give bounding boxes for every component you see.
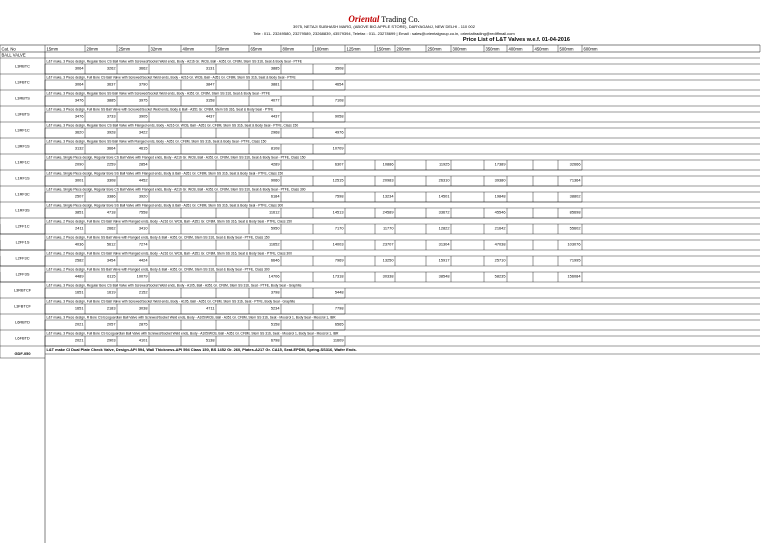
cat-no: L3RF1C	[15, 127, 30, 133]
price-cell: 2057	[106, 321, 116, 327]
price-cell: 3928	[106, 129, 116, 135]
price-cell: 2582	[74, 257, 84, 263]
price-cell: 11925	[438, 161, 450, 167]
size-header: 100mm	[314, 46, 329, 52]
size-header: 200mm	[396, 46, 411, 52]
price-cell: 3131	[205, 65, 215, 71]
price-cell: 7274	[138, 241, 148, 247]
price-cell: 3508	[334, 65, 344, 71]
price-cell: 4452	[138, 177, 148, 183]
size-header: 80mm	[282, 46, 295, 52]
price-cell: 3664	[106, 145, 116, 151]
price-cell: 1619	[106, 289, 116, 295]
price-cell: 4489	[74, 273, 84, 279]
cat-no: L2FF3C	[15, 255, 30, 261]
price-cell: 2021	[74, 337, 84, 343]
product-description: L&T make, 3 Piece design, R Bore CS Ecoguardian Ball Valve with Screwed/Socket Weld ends, Body - A105/WCB, Ball - A351 Gr. CF8M, Stem SS 316, Seat - Moosrol 1, Body Seal - Moosrol 1, IBR	[46, 315, 336, 320]
product-description: L&T make, 3 Piece design, Regular Bore SS Ball Valve with Screwed/Socket Weld ends, Body - A351 Gr. CF8M, Stem SS 316, Seat & Body Seal - PTFE	[46, 91, 271, 96]
price-cell: 7108	[334, 97, 344, 103]
product-description: L&T make, Single Piece design, Regular Bore SS Ball Valve with Flanged ends, Body & Ball - A351 Gr. CF8M, Stem SS 316, Seat & Body Seal - PTFE, Class 300	[46, 203, 284, 208]
cat-no: GDF-050	[14, 351, 31, 356]
price-cell: 6307	[334, 161, 344, 167]
product-description: L&T make, 3 Piece design, Regular Bore CS Ball Valve with Screwed/Socket Weld ends, Body - A216 Gr. WCB, Ball - A351 Gr. CF8M, Stem SS 316, Seat & Body Seal - PTFE	[46, 59, 302, 64]
price-cell: 39380	[494, 177, 506, 183]
brand-logo: Oriental	[348, 14, 380, 24]
price-cell: 3386	[106, 193, 116, 199]
price-cell: 7969	[334, 257, 344, 263]
price-cell: 2903	[106, 337, 116, 343]
price-cell: 2968	[270, 129, 280, 135]
price-cell: 9060	[270, 177, 280, 183]
price-cell: 7558	[138, 209, 148, 215]
price-cell: 32666	[569, 161, 581, 167]
price-cell: 3798	[270, 289, 280, 295]
product-description: L&T make, 3 Piece design, Regular Bore CS Ball Valve with Flanged ends, Body - A216 Gr. WCB, Ball - A351 Gr. CF8M, Stem SS 316, Seat & Body Seal - PTFE, Class 150	[46, 123, 299, 128]
cat-no: L1RF3C	[15, 191, 30, 197]
size-header: 600mm	[583, 46, 598, 52]
cat-no: L3FBTS	[15, 111, 30, 117]
price-cell: 10886	[382, 161, 394, 167]
price-cell: 38802	[569, 193, 581, 199]
size-header: 65mm	[250, 46, 263, 52]
price-cell: 3637	[106, 81, 116, 87]
price-cell: 3410	[138, 225, 148, 231]
company-contact: Tele : 011- 23249580, 23279589, 23268839, 43579394, Telefax : 011- 23278699 | Email : sales@orientalgroup.co.in, orientaltrading@rediffmail.com	[253, 31, 515, 36]
price-cell: 9058	[334, 113, 344, 119]
cat-no: L3RBTS	[15, 95, 30, 101]
price-cell: 1651	[74, 289, 84, 295]
price-cell: 7598	[334, 193, 344, 199]
price-cell: 5448	[334, 289, 344, 295]
product-description: L&T make, 3 Piece design, Regular Bore CS Ball Valve with Screwed/Socket Weld ends, Body - A105, Ball - A351 Gr. CF8M, Stem SS 316, Seat - PTFE, Body Seal - Graphite	[46, 283, 302, 288]
price-cell: 3308	[106, 177, 116, 183]
price-cell: 4615	[138, 145, 148, 151]
price-cell: 33672	[438, 209, 450, 215]
price-cell: 14501	[438, 193, 450, 199]
price-cell: 3064	[74, 81, 84, 87]
price-cell: 6646	[270, 257, 280, 263]
product-description: L&T make, 3 Piece design, Full Bore CS Ecoguardian Ball Valve with Screwed/Socket Weld ends, Body - A105/WCB, Ball - A351 Gr. CF8M, Stem SS 316, Seat - Moosrol 1, Body Seal - Moosrol 1, IBR	[46, 331, 339, 336]
price-cell: 3881	[270, 81, 280, 87]
company-address: 3975, NETAJI SUBHASH MARG, (ABOVE BIG APPLE STORE), DARYAGANJ, NEW DELHI - 110 002	[293, 24, 475, 29]
price-cell: 4077	[270, 97, 280, 103]
price-cell: 12822	[438, 225, 450, 231]
price-cell: 2411	[75, 225, 84, 231]
price-cell: 11652	[268, 241, 280, 247]
price-cell: 26310	[438, 177, 450, 183]
size-header: 250mm	[427, 46, 442, 52]
price-cell: 2662	[106, 225, 116, 231]
price-cell: 3847	[205, 81, 215, 87]
price-cell: 6565	[334, 321, 344, 327]
size-header: 150mm	[376, 46, 391, 52]
cat-no: L1RF1S	[15, 175, 30, 181]
price-cell: 5612	[106, 241, 116, 247]
price-cell: 4711	[206, 305, 215, 311]
cat-no: L2FF1C	[15, 223, 30, 229]
product-description: L&T make, 2 Piece design, Full Bore SS Ball Valve with Flanged ends, Body & Ball - A351 Gr. CF8M, Stem SS 316, Seat & Body Seal - PTFE, Class 300	[46, 267, 270, 272]
price-cell: 14706	[268, 273, 280, 279]
cat-no: L3RF1S	[15, 143, 30, 149]
price-cell: 31304	[438, 241, 450, 247]
price-cell: 3422	[138, 129, 148, 135]
price-cell: 24589	[382, 209, 394, 215]
price-cell: 4976	[334, 129, 344, 135]
price-list-title: Price List of L&T Valves w.e.f. 01-04-2016	[462, 37, 570, 43]
price-cell: 5950	[270, 225, 280, 231]
cat-no: L2FF3S	[15, 271, 30, 277]
price-cell: 2875	[138, 321, 148, 327]
product-description: L&T make, Single Piece design, Regular Bore SS Ball Valve with Flanged ends, Body & Ball - A351 Gr. CF8M, Stem SS 316, Seat & Body Seal - PTFE, Class 150	[46, 171, 284, 176]
price-cell: 14513	[332, 209, 344, 215]
price-cell: 3920	[138, 193, 148, 199]
price-cell: 4718	[106, 209, 116, 215]
price-cell: 3790	[138, 81, 148, 87]
price-cell: 103076	[567, 241, 581, 247]
price-cell: 3038	[138, 305, 148, 311]
product-description: L&T make, 2 Piece design, Full Bore CS Ball Valve with Flanged ends, Body - A216 Gr. WCB, Ball - A351 Gr. CF8M, Stem SS 316, Seat & Body Seal - PTFE, Class 300	[46, 251, 292, 256]
price-cell: 2021	[74, 321, 84, 327]
price-cell: 2090	[74, 161, 84, 167]
product-description: L&T make CI Dual Plate Check Valve, Design-API 594, Wall Thickness-API 594 Class 150, BS 1452 Gr. 260, Plates-A217 Gr. CA15, Seat-EPDM, Spring-SS316, Wafer Ends.	[46, 347, 357, 353]
cat-no: L6FBTD	[15, 335, 30, 341]
section-label: BALL VALVE	[1, 52, 26, 58]
price-cell: 5234	[270, 305, 280, 311]
size-header: 50mm	[217, 46, 230, 52]
price-cell: 58235	[494, 273, 506, 279]
company-suffix: Trading Co.	[379, 15, 420, 24]
price-cell: 3851	[74, 209, 84, 215]
price-cell: 4654	[334, 81, 344, 87]
price-cell: 4289	[270, 161, 280, 167]
price-cell: 156084	[567, 273, 581, 279]
cat-no-header: Cat. No	[1, 46, 16, 52]
price-cell: 6115	[107, 273, 116, 279]
price-cell: 3975	[138, 97, 148, 103]
cat-no: L2FF1S	[15, 239, 30, 245]
price-cell: 3158	[205, 97, 215, 103]
price-cell: 3001	[74, 177, 84, 183]
price-cell: 17318	[332, 273, 344, 279]
product-description: L&T make, Single Piece design, Regular Bore CS Ball Valve with Flanged ends, Body - A216 Gr. WCB, Ball - A351 Gr. CF8M, Stem SS 316, Seat & Body Seal - PTFE, Class 300	[46, 187, 306, 192]
price-cell: 71364	[569, 177, 581, 183]
price-cell: 6798	[270, 337, 280, 343]
price-cell: 30338	[382, 273, 394, 279]
price-cell: 85698	[569, 209, 581, 215]
price-cell: 3885	[270, 65, 280, 71]
cat-no: L1RF1C	[15, 159, 30, 165]
product-description: L&T make, 3 Piece design, Full Bore SS Ball Valve with Screwed/Socket Weld ends, Body & Ball - A351 Gr. CF8M, Stem SS 316, Seat & Body Seal - PTFE	[46, 107, 274, 112]
price-cell: 5138	[205, 337, 215, 343]
price-cell: 3885	[106, 97, 116, 103]
price-cell: 3620	[74, 129, 84, 135]
price-cell: 14003	[332, 241, 344, 247]
cat-no: L3RBTCF	[13, 287, 32, 293]
product-description: L&T make, 3 Piece design, Regular Bore SS Ball Valve with Flanged ends, Body - A351 Gr. CF8M, Stem SS 316, Seat & Body Seal - PTFE, Class 150	[46, 139, 267, 144]
price-cell: 3905	[138, 113, 148, 119]
size-header: 15mm	[46, 46, 59, 52]
size-header: 450mm	[534, 46, 549, 52]
size-header: 32mm	[150, 46, 163, 52]
price-cell: 11770	[382, 225, 394, 231]
price-cell: 2259	[106, 161, 116, 167]
price-cell: 12515	[332, 177, 344, 183]
price-cell: 20983	[382, 177, 394, 183]
price-cell: 3476	[74, 113, 84, 119]
price-cell: 11612	[268, 209, 280, 215]
price-cell: 3132	[74, 145, 84, 151]
price-cell: 6184	[270, 193, 280, 199]
price-cell: 45546	[494, 209, 506, 215]
price-cell: 3476	[74, 97, 84, 103]
product-description: L&T make, Single Piece design, Regular Bore CS Ball Valve with Flanged ends, Body - A216 Gr. WCB, Ball - A351 Gr. CF8M, Stem SS 316, Seat & Body Seal - PTFE, Class 150	[46, 155, 306, 160]
price-cell: 23707	[382, 241, 394, 247]
price-cell: 15917	[438, 257, 450, 263]
price-cell: 71995	[569, 257, 581, 263]
price-cell: 11609	[332, 337, 344, 343]
product-description: L&T make, 3 Piece design, Full Bore CS Ball Valve with Screwed/Socket Weld ends, Body - A216 Gr. WCB, Ball - A351 Gr. CF8M, Stem SS 316, Seat & Body Seal - PTFE	[46, 75, 296, 80]
price-cell: 3262	[106, 65, 116, 71]
product-description: L&T make, 3 Piece design, Full Bore CS Ball Valve with Screwed/Socket Weld ends, Body - A105, Ball - A351 Gr. CF8M, Stem SS 316, Seat - PTFE, Body Seal - Graphite	[46, 299, 296, 304]
price-cell: 3454	[106, 257, 116, 263]
cat-no: L3FBTCF	[14, 303, 31, 309]
price-cell: 5158	[270, 321, 280, 327]
price-cell: 4437	[205, 113, 215, 119]
price-cell: 55602	[569, 225, 581, 231]
size-header: 40mm	[182, 46, 195, 52]
price-cell: 19848	[494, 193, 506, 199]
cat-no: L6RBTD	[15, 319, 30, 325]
price-cell: 4036	[74, 241, 84, 247]
price-cell: 3064	[74, 65, 84, 71]
price-cell: 2507	[74, 193, 84, 199]
price-cell: 8108	[270, 145, 280, 151]
cat-no: L1RF3S	[15, 207, 30, 213]
price-cell: 2183	[106, 305, 116, 311]
size-header: 500mm	[559, 46, 574, 52]
price-cell: 10709	[332, 145, 344, 151]
price-cell: 2854	[138, 161, 148, 167]
price-cell: 4424	[138, 257, 148, 263]
price-cell: 3662	[138, 65, 148, 71]
cat-no: L3FBTC	[15, 79, 30, 85]
price-cell: 4101	[138, 337, 148, 343]
price-cell: 21642	[494, 225, 506, 231]
price-cell: 17389	[494, 161, 506, 167]
size-header: 350mm	[485, 46, 500, 52]
price-cell: 13250	[382, 257, 394, 263]
product-description: L&T make, 2 Piece design, Full Bore CS Ball Valve with Flanged ends, Body - A216 Gr. WCB, Ball - A351 Gr. CF8M, Stem SS 316, Seat & Body Seal - PTFE, Class 150	[46, 219, 292, 224]
price-cell: 3733	[106, 113, 116, 119]
product-description: L&T make, 2 Piece design, Full Bore SS Ball Valve with Flanged ends, Body & Ball - A351 Gr. CF8M, Stem SS 316, Seat & Body Seal - PTFE, Class 150	[46, 235, 270, 240]
price-cell: 1651	[74, 305, 84, 311]
price-cell: 10079	[136, 273, 148, 279]
price-cell: 25710	[494, 257, 506, 263]
price-cell: 2152	[138, 289, 148, 295]
price-cell: 4437	[270, 113, 280, 119]
size-header: 125mm	[346, 46, 361, 52]
price-cell: 13234	[382, 193, 394, 199]
size-header: 300mm	[452, 46, 467, 52]
size-header: 400mm	[508, 46, 523, 52]
size-header: 25mm	[118, 46, 131, 52]
price-cell: 38548	[438, 273, 450, 279]
cat-no: L3RBTC	[15, 63, 30, 69]
price-cell: 7798	[334, 305, 344, 311]
size-header: 20mm	[86, 46, 99, 52]
price-cell: 47038	[494, 241, 506, 247]
price-cell: 7170	[334, 225, 344, 231]
